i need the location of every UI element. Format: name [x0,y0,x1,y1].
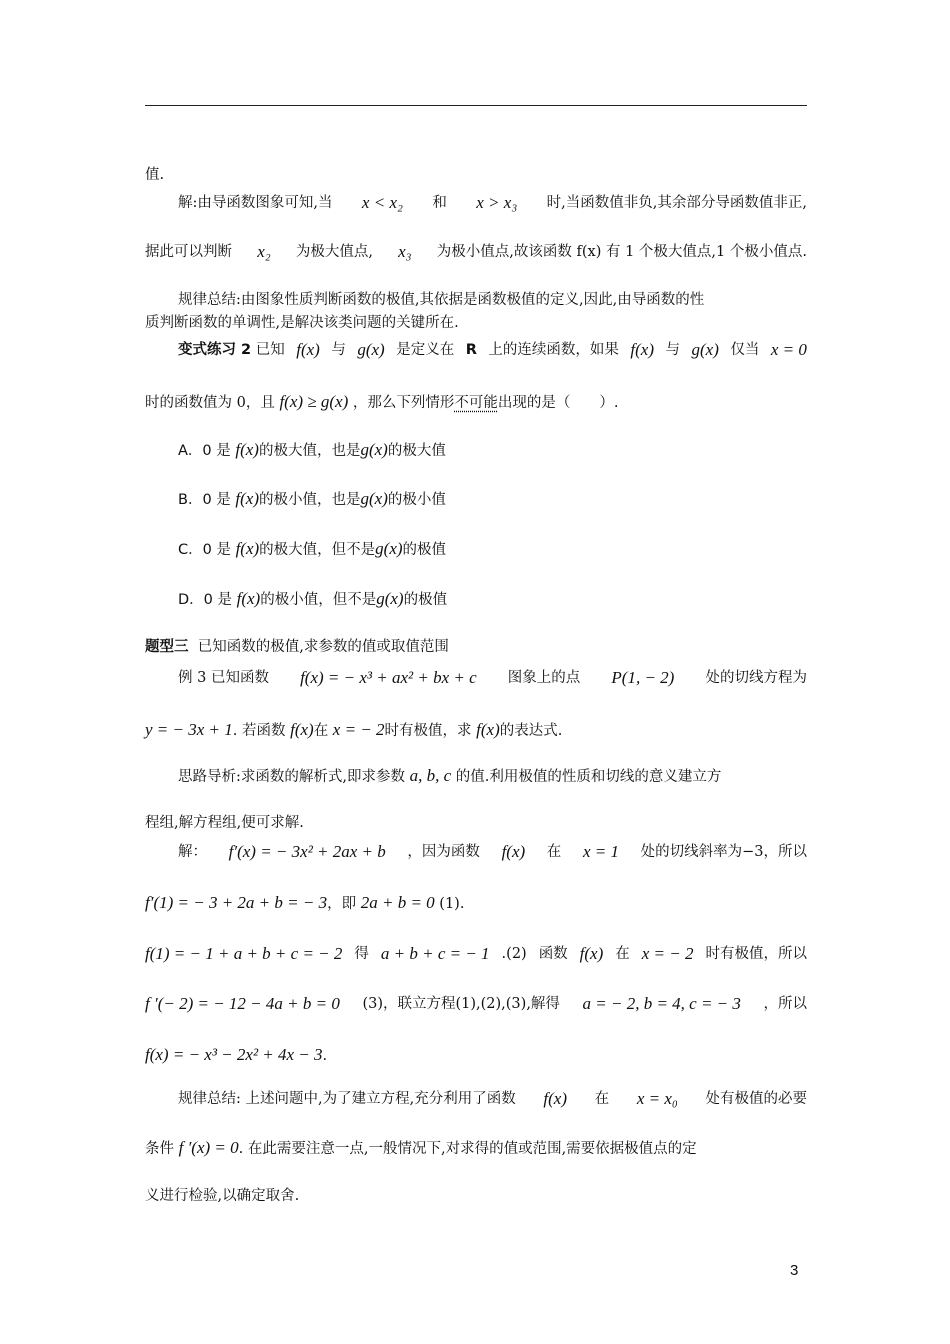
option-c: C．0 是 f(x)的极大值，但不是g(x)的极值 [178,539,447,558]
solution-3-line-3: f(1) = − 1 + a + b + c = − 2 得 a + b + c = − 1 .(2) 函数 f(x) 在 x = − 2 时有极值，所以 [145,944,807,963]
page-number: 3 [790,1262,799,1279]
header-rule [145,105,807,106]
solution-1-line-2: 据此可以判断 x₂ 为极大值点, x₃ 为极小值点,故该函数 f(x) 有 1 个极大值点,1 个极小值点. [145,242,807,261]
option-a: A．0 是 f(x)的极大值，也是g(x)的极大值 [178,440,446,459]
rule-summary-3-line-1: 规律总结: 上述问题中,为了建立方程,充分利用了函数 f(x) 在 x = x₀ 处有极值的必要 [178,1089,807,1108]
rule-summary-3-line-3: 义进行检验,以确定取舍. [145,1188,300,1204]
rule-summary-1-line-1: 规律总结:由图象性质判断函数的极值,其依据是函数极值的定义,因此,由导函数的性 [178,292,705,308]
section-heading-type-3: 题型三 已知函数的极值,求参数的值或取值范围 [145,639,449,655]
guide-line-2: 程组,解方程组,便可求解. [145,815,304,831]
example-3-line-1: 例 3 已知函数 f(x) = − x³ + ax² + bx + c 图象上的点 P(1, − 2) 处的切线方程为 [178,668,807,687]
emphasis-dots: 不可能 [454,395,498,411]
solution-3-line-1: 解： f′(x) = − 3x² + 2ax + b ，因为函数 f(x) 在 x = 1 处的切线斜率为−3，所以 [178,842,807,861]
solution-3-line-2: f′(1) = − 3 + 2a + b = − 3，即 2a + b = 0 (1). [145,893,465,912]
example-3-line-2: y = − 3x + 1. 若函数 f(x)在 x = − 2时有极值，求 f(x)的表达式. [145,720,563,739]
solution-3-line-4: f ′(− 2) = − 12 − 4a + b = 0 (3)，联立方程(1),(2),(3),解得 a = − 2, b = 4, c = − 3 ，所以 [145,994,807,1013]
solution-3-line-5: f(x) = − x³ − 2x² + 4x − 3. [145,1045,328,1064]
solution-1-line-1: 解:由导函数图象可知,当 x < x₂ 和 x > x₃ 时,当函数值非负,其余部分导函数值非正, [178,193,807,212]
option-b: B．0 是 f(x)的极小值，也是g(x)的极小值 [178,489,446,508]
paragraph-continuation: 值. [145,167,165,183]
variant-exercise-2-line-1: 变式练习 2 已知 f(x) 与 g(x) 是定义在 R 上的连续函数，如果 f(x) 与 g(x) 仅当 x = 0 [178,340,807,359]
guide-line-1: 思路导析:求函数的解析式,即求参数 a, b, c 的值.利用极值的性质和切线的意义建立方 [178,766,722,785]
variant-exercise-2-line-2: 时的函数值为 0，且 f(x) ≥ g(x) ，那么下列情形不可能出现的是（ ）. [145,392,619,411]
rule-summary-3-line-2: 条件 f ′(x) = 0. 在此需要注意一点,一般情况下,对求得的值或范围,需要依据极值点的定 [145,1138,697,1157]
option-d: D．0 是 f(x)的极小值，但不是g(x)的极值 [178,589,448,608]
variant-exercise-title: 变式练习 2 [178,342,252,358]
rule-summary-1-line-2: 质判断函数的单调性,是解决该类问题的关键所在. [145,315,459,331]
